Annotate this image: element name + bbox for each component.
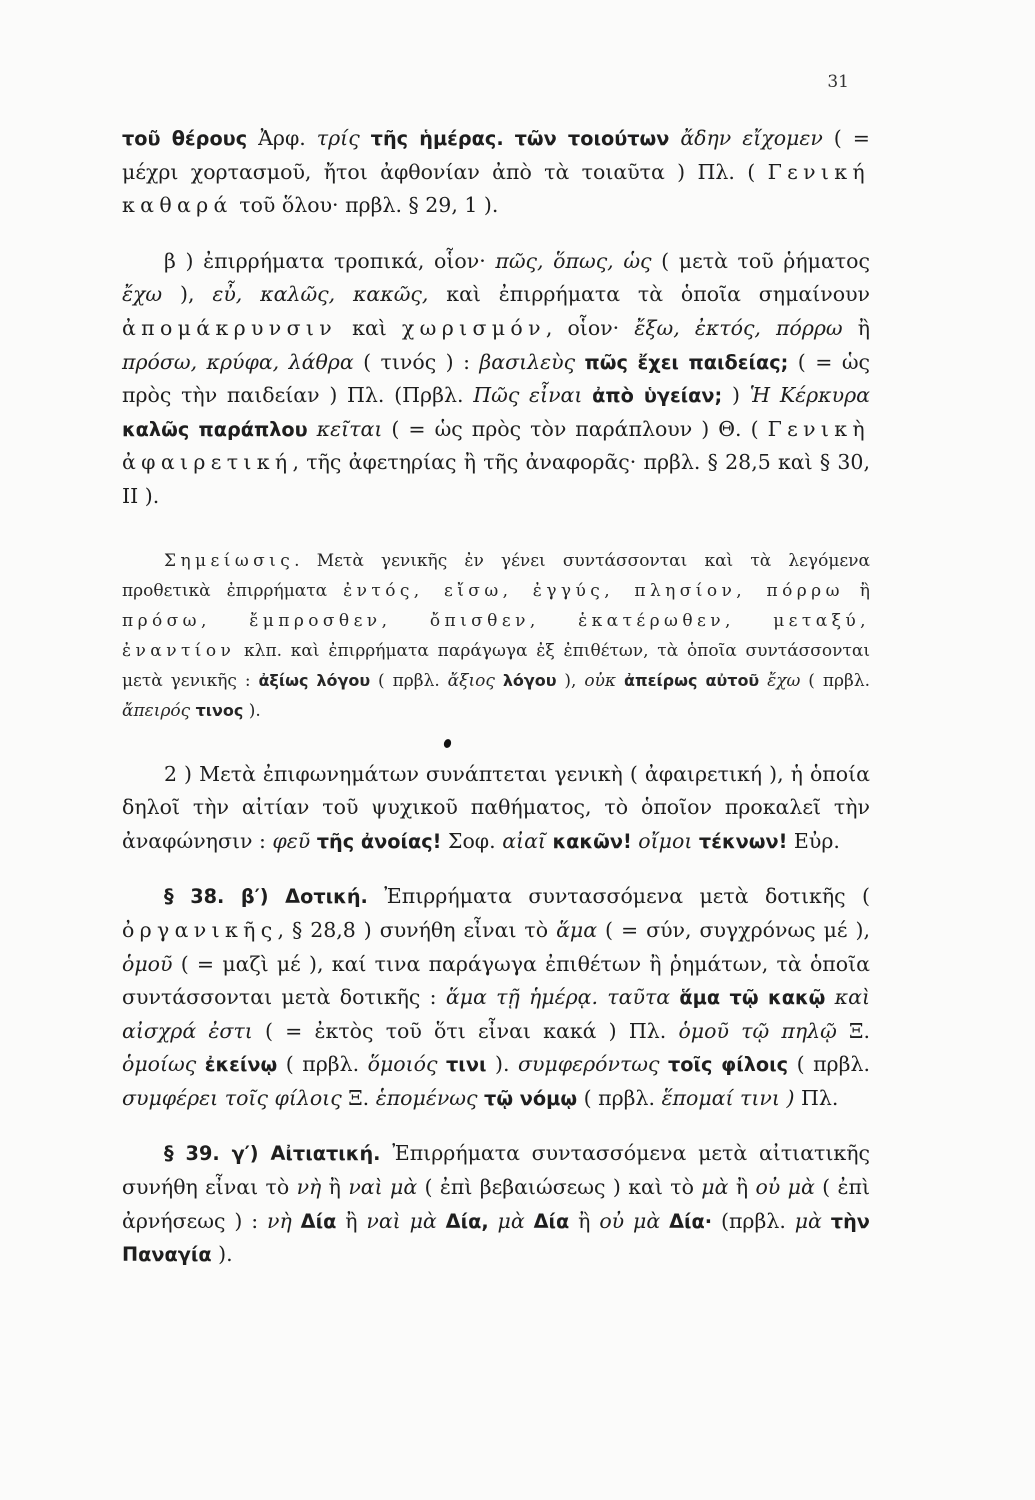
text-run: ἢ	[321, 1175, 349, 1200]
text-run: β ) ἐπιρρήματα τροπικά, οἷον·	[164, 248, 496, 273]
text-run: ὀργανικῆς	[122, 917, 278, 942]
text-run: πρόσω, κρύφα, λάθρα	[122, 349, 354, 374]
text-run: ἑπομένως	[375, 1085, 478, 1110]
text-run: ὁμοίως	[122, 1052, 197, 1077]
text-run: οὐ μὰ	[599, 1208, 661, 1233]
text-run: καὶ ἐπιρρήματα τὰ ὁποῖα σημαίνουν	[428, 282, 870, 307]
text-run: ἐντός, εἴσω, ἐγγύς, πλησίον, πόρρω	[343, 580, 844, 601]
text-run: ἔχω	[122, 282, 163, 307]
text-run: πῶς, ὅπως, ὡς	[495, 248, 652, 273]
text-run: οἴμοι	[638, 828, 693, 853]
text-run: συμφέρει τοῖς φίλοις	[122, 1085, 342, 1110]
text-run: ἄπειρός	[122, 700, 191, 721]
text-run: Δία·	[669, 1209, 713, 1233]
text-run: ( πρβλ.	[788, 1052, 870, 1077]
text-run: ),	[162, 282, 213, 307]
text-run: οὐ μὰ	[755, 1175, 815, 1200]
text-run: εὖ, καλῶς, κακῶς,	[212, 282, 429, 307]
text-run: ἅμα τῷ κακῷ	[679, 986, 826, 1010]
text-run: τῆς ἡμέρας.	[370, 127, 504, 150]
text-run: ( πρβλ.	[577, 1085, 662, 1110]
text-run: ( = σύν, συγχρόνως μέ ),	[597, 917, 870, 942]
text-run: ἢ	[843, 580, 870, 601]
text-run: , οἷον·	[545, 315, 635, 340]
text-run: Εὐρ.	[787, 828, 840, 853]
text-run	[825, 985, 834, 1009]
text-run: βασιλεὺς	[479, 349, 576, 374]
text-run: Πῶς εἶναι	[473, 383, 583, 408]
text-run: συμφερόντως	[517, 1052, 660, 1077]
text-run: ἢ	[336, 1208, 367, 1233]
text-run	[822, 1209, 831, 1233]
text-run: μὰ	[701, 1175, 729, 1200]
section-38-dative	[122, 880, 870, 1115]
text-run: ναὶ μὰ	[366, 1208, 437, 1233]
text-run	[660, 1052, 669, 1076]
text-run: ἔχω	[767, 670, 801, 691]
text-run: τινος	[195, 700, 244, 720]
text-run: ),	[556, 670, 585, 691]
text-run: ἀπὸ ὑγείαν;	[592, 384, 723, 408]
text-run: (πρβλ.	[712, 1208, 795, 1233]
text-run: , § 28,8 ) συνήθη εἶναι τὸ	[277, 917, 557, 942]
text-run: Πλ.	[794, 1085, 839, 1110]
text-run: νὴ	[296, 1175, 322, 1200]
text-run: ( = ἐκτὸς τοῦ ὅτι εἶναι κακά ) Πλ.	[252, 1018, 679, 1043]
text-run: ( τινός ) :	[353, 349, 480, 374]
text-run: ( ἐπὶ ἀρνήσεως ) :	[122, 1175, 871, 1233]
text-run: Δία	[533, 1209, 570, 1233]
text-run: τέκνων!	[698, 829, 788, 853]
text-run: ὅμοιός	[367, 1052, 438, 1077]
text-run	[525, 1209, 534, 1233]
text-run: ὁμοῦ	[122, 951, 173, 976]
paragraph-interjections	[122, 758, 870, 859]
text-run: μὰ	[794, 1208, 822, 1233]
text-run	[308, 417, 317, 441]
paragraph-manner-adverbs	[122, 245, 870, 514]
text-run: ἢ	[569, 1208, 600, 1233]
text-run: Ξ.	[341, 1085, 376, 1110]
text-run: ( = ὡς πρὸς τὸν παράπλουν ) Θ. (	[382, 416, 768, 441]
text-run: Σημείωσις	[164, 550, 295, 571]
text-run	[438, 1052, 447, 1076]
text-run	[495, 671, 503, 691]
text-run	[437, 1209, 446, 1233]
text-run: Γενική καθαρά	[122, 159, 870, 218]
text-run: Ξ.	[836, 1018, 870, 1043]
text-run: ἄδην εἴχομεν	[680, 126, 823, 150]
text-run: ).	[486, 1052, 518, 1077]
text-run	[196, 1052, 205, 1076]
text-run: αἰαῖ	[502, 828, 546, 853]
text-run	[660, 1209, 669, 1233]
text-run	[582, 383, 592, 407]
text-run: τοῦ θέρους	[122, 127, 248, 150]
text-run: Ἐπιρρήματα συντασσόμενα μετὰ δοτικῆς (	[367, 884, 870, 909]
text-run: κακῶν!	[552, 829, 632, 853]
section-39-accusative	[122, 1137, 870, 1271]
text-run: λόγου	[502, 670, 557, 690]
text-run: τῆς ἀνοίας!	[316, 829, 442, 853]
text-run: ).	[211, 1242, 233, 1267]
text-run: Γενικὴ ἀφαιρετική	[122, 416, 870, 475]
text-run: κεῖται	[316, 416, 383, 441]
text-run: ( μετὰ τοῦ ῥήματος	[651, 248, 870, 273]
text-run: Ἀρφ.	[247, 126, 317, 150]
text-run: ( = μέχρι χορτασμοῦ, ἤτοι ἀφθονίαν ἀπὸ τὰ τοιαῦτα ) Πλ. (	[122, 126, 870, 184]
text-run: τῷ νόμῳ	[484, 1086, 578, 1110]
text-run: τοῦ ὅλου· πρβλ. § 29, 1 ).	[232, 193, 499, 218]
text-run: Δία,	[445, 1209, 489, 1233]
text-run: οὐκ	[584, 670, 617, 691]
text-run: τῶν τοιούτων	[514, 127, 670, 150]
text-run	[616, 671, 624, 691]
text-run: ἅμα τῇ ἡμέρᾳ. ταῦτα	[445, 985, 671, 1010]
text-run: νὴ	[267, 1208, 292, 1233]
text-run: καὶ	[337, 315, 402, 340]
text-run: ἀξίως λόγου	[258, 670, 371, 690]
page-number: 31	[827, 72, 849, 92]
text-run	[759, 671, 767, 691]
text-run: Δία	[300, 1209, 337, 1233]
text-run: τὴν Παναγία	[122, 1209, 870, 1267]
text-run	[360, 126, 371, 150]
text-run: 2 ) Μετὰ ἐπιφωνημάτων συνάπτεται γενικὴ ( ἀφαιρετική ), ἡ ὁποία δηλοῖ τὴν αἰτίαν τοῦ ψυχικοῦ παθήματος, τὸ ὁποῖον προκαλεῖ τὴν ἀναφώνησιν :	[122, 761, 870, 853]
text-run: κλπ. καὶ ἐπιρρήματα παράγωγα ἐξ ἐπιθέτων, τὰ ὁποῖα συντάσσονται μετὰ γενικῆς :	[122, 640, 870, 691]
text-run: ἀπομάκρυνσιν	[122, 315, 338, 340]
text-run	[489, 1209, 498, 1233]
text-run: ( πρβλ.	[800, 670, 870, 691]
text-run: ἄξιος	[447, 670, 495, 691]
text-run: . Μετὰ γενικῆς ἐν γένει συντάσσονται καὶ τὰ λεγόμενα προθετικὰ ἐπιρρήματα	[122, 550, 870, 601]
text-run: Ἡ Κέρκυρα	[749, 383, 870, 408]
text-run: ὁμοῦ τῷ πηλῷ	[678, 1018, 837, 1043]
paragraph-note	[122, 546, 870, 726]
text-run: ( = μαζὶ μέ ), καί τινα παράγωγα ἐπιθέτων ἢ ῥημάτων, τὰ ὁποῖα συντάσσονται μετὰ δοτικῆς :	[122, 951, 870, 1010]
paragraph-genitive-examples	[122, 122, 870, 223]
text-run: μὰ	[497, 1208, 525, 1233]
text-run: ἔξω, ἐκτός, πόρρω	[634, 315, 843, 340]
text-run: ναὶ μὰ	[348, 1175, 418, 1200]
text-run: πῶς ἔχει παιδείας;	[584, 350, 789, 374]
text-run: Ἐπιρρήματα συντασσόμενα μετὰ αἰτιατικῆς συνήθη εἶναι τὸ	[122, 1141, 870, 1200]
text-run: ἐκείνῳ	[204, 1053, 278, 1077]
text-run: ( πρβλ.	[370, 670, 448, 691]
text-run: ( ἐπὶ βεβαιώσεως ) καὶ τὸ	[417, 1175, 702, 1200]
text-run: τινι	[446, 1053, 487, 1077]
text-run: χωρισμόν	[401, 315, 546, 340]
text-run: ἀπείρως αὐτοῦ	[623, 670, 760, 690]
text-run: ἢ	[842, 315, 870, 340]
text-run: ἅμα	[556, 917, 598, 942]
text-run: τρίς	[316, 126, 360, 150]
text-run: § 38. β′) Δοτική.	[164, 885, 368, 909]
page-body	[122, 122, 870, 1272]
text-run	[292, 1209, 301, 1233]
text-run: )	[722, 383, 750, 408]
text-run	[504, 126, 515, 150]
text-run: § 39. γ′) Αἰτιατική.	[164, 1142, 381, 1166]
text-run: φεῦ	[272, 828, 311, 853]
text-run: ( πρβλ.	[277, 1052, 368, 1077]
text-run: καὶ αἰσχρά ἐστι	[122, 985, 870, 1043]
text-run	[575, 350, 584, 374]
text-run: ἕπομαί τινι )	[661, 1085, 795, 1110]
text-run: , τῆς ἀφετηρίας ἢ τῆς ἀναφορᾶς· πρβλ. § 28,5 καὶ § 30, II ).	[122, 450, 870, 508]
text-run: ).	[243, 700, 261, 721]
text-run: ἢ	[728, 1175, 756, 1200]
text-run	[669, 126, 680, 150]
text-run: καλῶς παράπλου	[122, 417, 308, 441]
text-run: πρόσω, ἔμπροσθεν, ὄπισθεν, ἑκατέρωθεν, μεταξύ, ἐναντίον	[122, 610, 870, 661]
text-run: ( = ὡς πρὸς τὴν παιδείαν ) Πλ. (Πρβλ.	[122, 349, 871, 408]
text-run: Σοφ.	[441, 828, 503, 853]
text-run: τοῖς φίλοις	[668, 1053, 789, 1077]
